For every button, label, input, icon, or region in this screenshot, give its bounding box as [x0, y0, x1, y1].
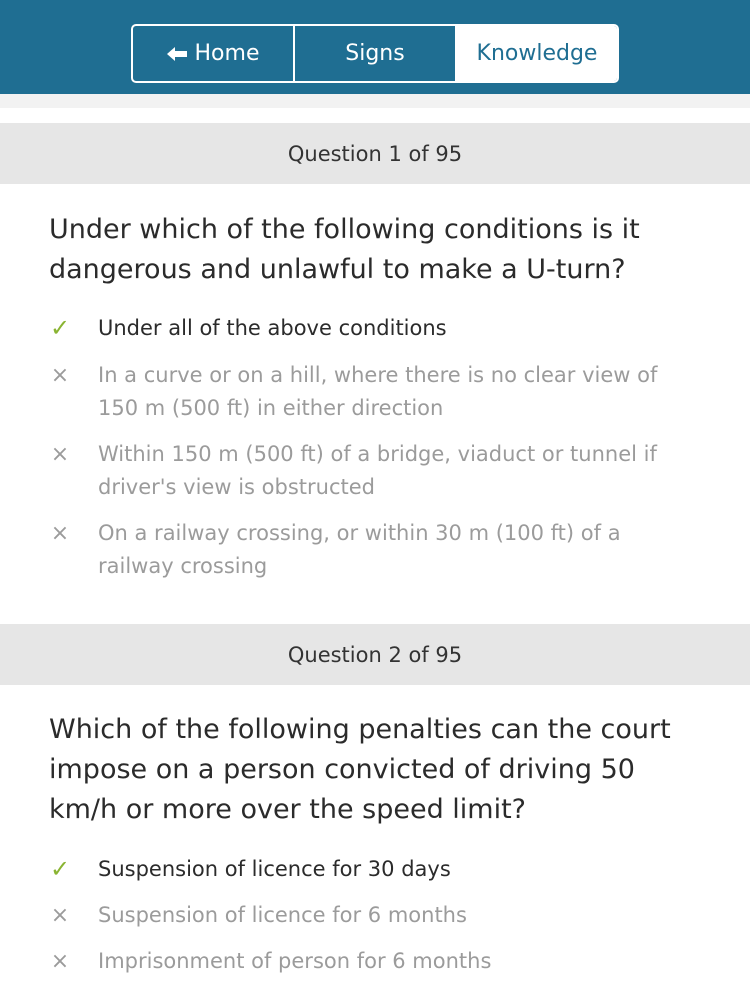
question-text: Which of the following penalties can the court impose on a person convicted of driving 50 km/h or more over the speed limit? [49, 714, 671, 825]
answer-text: On a railway crossing, or within 30 m (100 ft) of a railway crossing [98, 521, 621, 578]
top-header [0, 0, 750, 108]
answer-text: In a curve or on a hill, where there is no clear view of 150 m (500 ft) in either direction [98, 363, 658, 420]
cross-icon: × [50, 949, 70, 974]
question-counter-text: Question 2 of 95 [287, 642, 463, 667]
answer-text: Imprisonment of person for 6 months [98, 949, 492, 973]
cross-icon: × [50, 903, 70, 928]
answer-item [0, 853, 750, 886]
answer-item [0, 312, 750, 345]
answer-item [0, 899, 750, 932]
answer-text: Within 150 m (500 ft) of a bridge, viaduct or tunnel if driver's view is obstructed [98, 442, 657, 499]
home-button-label: Home [194, 41, 260, 66]
cross-icon: × [50, 442, 70, 467]
question-counter [0, 624, 750, 685]
answer-item [0, 517, 750, 583]
question-text: Under which of the following conditions is it dangerous and unlawful to make a U-turn? [49, 214, 640, 285]
cross-icon: × [50, 521, 70, 546]
answer-text: Suspension of licence for 6 months [98, 903, 467, 927]
answer-text: Suspension of licence for 30 days [98, 857, 451, 881]
check-icon: ✓ [49, 314, 71, 342]
home-button[interactable] [133, 26, 295, 81]
answer-item [0, 945, 750, 978]
nav-segmented-control [131, 24, 619, 83]
knowledge-button-label: Knowledge [476, 41, 598, 66]
answer-item [0, 359, 750, 425]
knowledge-button[interactable] [457, 26, 617, 81]
question-counter-text: Question 1 of 95 [287, 141, 463, 166]
question-counter [0, 123, 750, 184]
answer-item [0, 438, 750, 504]
signs-button[interactable] [295, 26, 457, 81]
signs-button-label: Signs [345, 41, 405, 66]
check-icon: ✓ [49, 855, 71, 883]
answer-list [0, 312, 750, 583]
answer-text: Under all of the above conditions [98, 316, 447, 340]
arrow-left-icon [167, 47, 187, 61]
cross-icon: × [50, 363, 70, 388]
answer-list [0, 853, 750, 978]
